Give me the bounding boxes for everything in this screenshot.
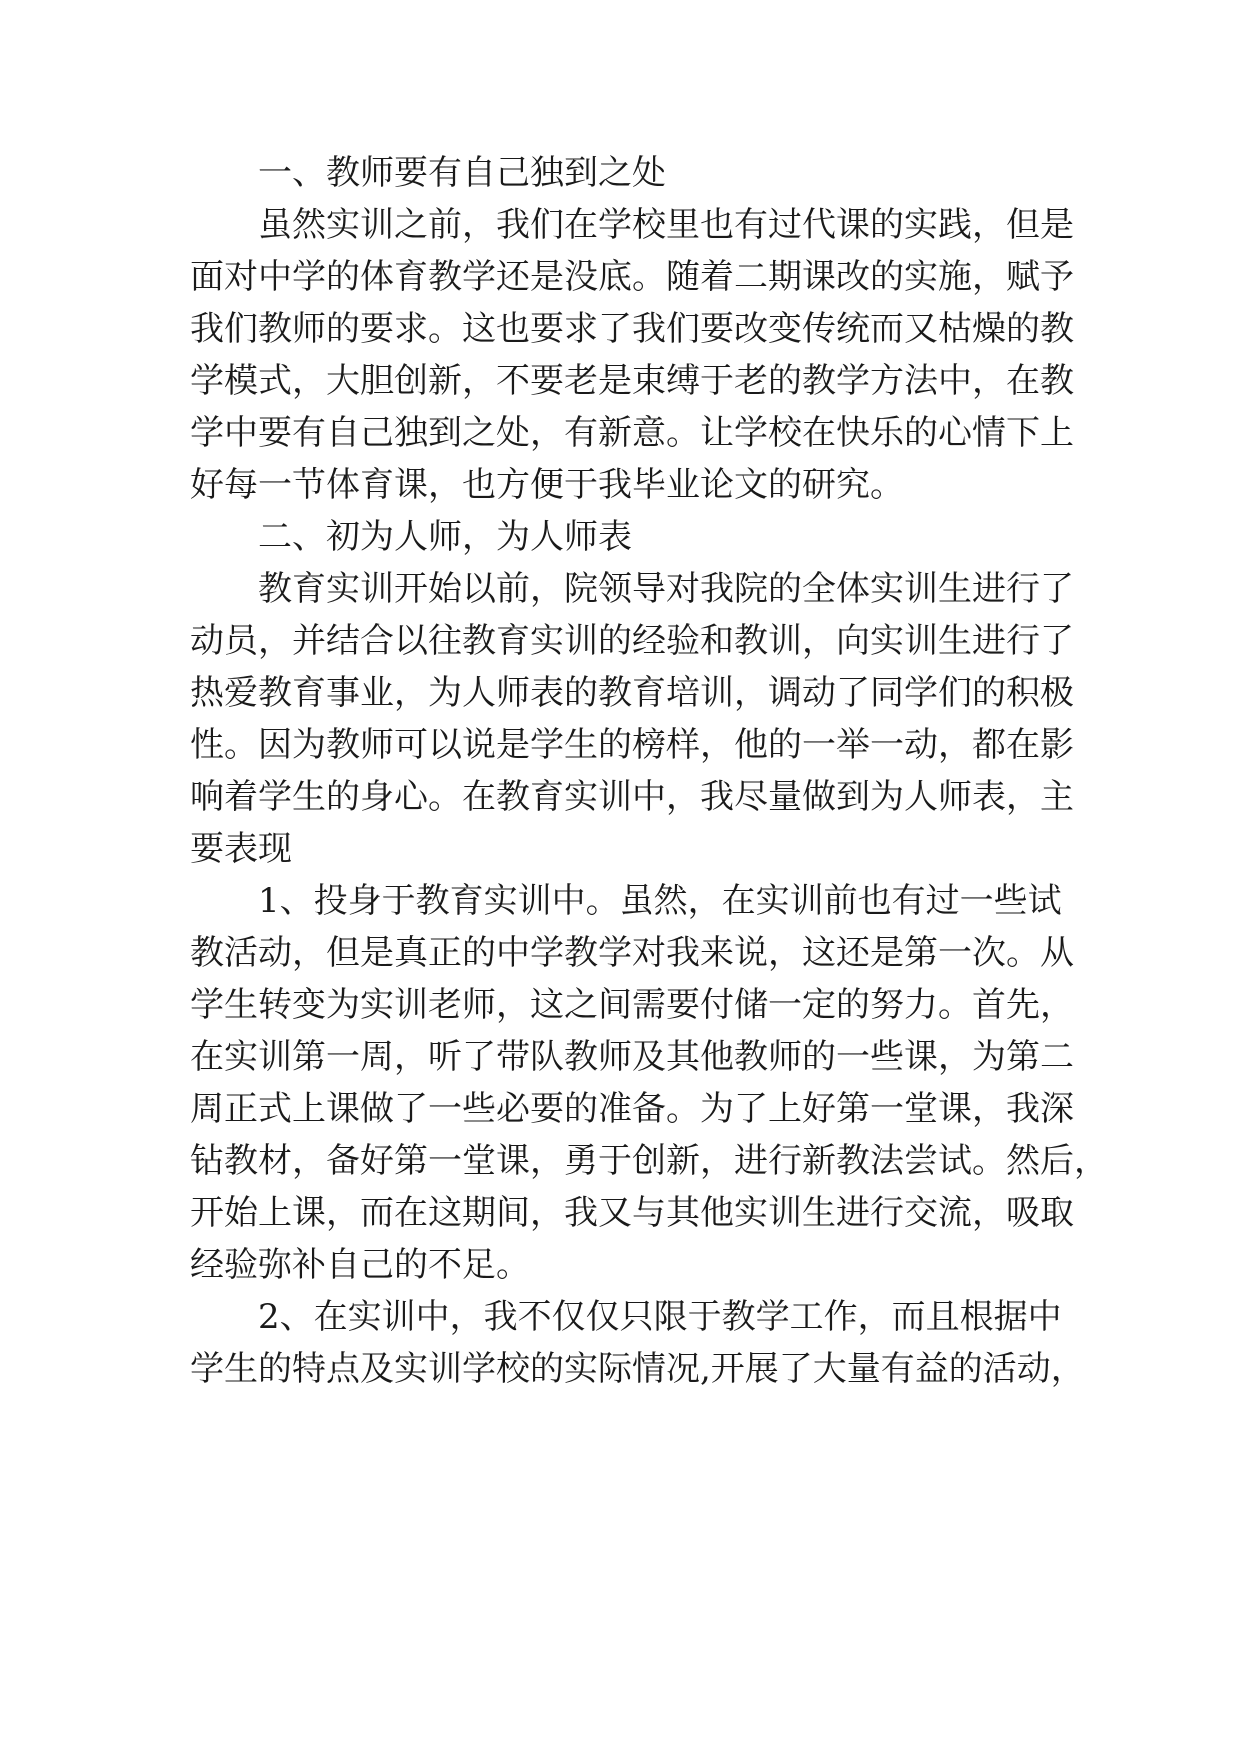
paragraph-line: 面对中学的体育教学还是没底。随着二期课改的实施，赋予 [190, 257, 1074, 297]
paragraph-line: 学中要有自己独到之处，有新意。让学校在快乐的心情下上 [190, 413, 1074, 453]
paragraph-line: 学生转变为实训老师，这之间需要付储一定的努力。首先， [190, 985, 1074, 1025]
paragraph-line: 学生的特点及实训学校的实际情况,开展了大量有益的活动， [190, 1349, 1085, 1389]
paragraph-line: 在实训第一周，听了带队教师及其他教师的一些课，为第二 [190, 1037, 1074, 1077]
paragraph-line: 动员，并结合以往教育实训的经验和教训，向实训生进行了 [190, 621, 1074, 661]
paragraph-line: 开始上课，而在这期间，我又与其他实训生进行交流，吸取 [190, 1193, 1074, 1233]
paragraph-line: 虽然实训之前，我们在学校里也有过代课的实践，但是 [190, 205, 1074, 245]
paragraph-line: 好每一节体育课，也方便于我毕业论文的研究。 [190, 465, 904, 505]
paragraph-line: 我们教师的要求。这也要求了我们要改变传统而又枯燥的教 [190, 309, 1074, 349]
paragraph-line: 周正式上课做了一些必要的准备。为了上好第一堂课，我深 [190, 1089, 1074, 1129]
paragraph-line: 热爱教育事业，为人师表的教育培训，调动了同学们的积极 [190, 673, 1074, 713]
paragraph-line: 2、在实训中，我不仅仅只限于教学工作，而且根据中 [190, 1297, 1062, 1337]
paragraph-line: 学模式，大胆创新，不要老是束缚于老的教学方法中，在教 [190, 361, 1074, 401]
paragraph-line: 响着学生的身心。在教育实训中，我尽量做到为人师表，主 [190, 777, 1074, 817]
section-heading: 二、初为人师，为人师表 [190, 517, 632, 557]
section-heading: 一、教师要有自己独到之处 [190, 153, 666, 193]
paragraph-line: 1、投身于教育实训中。虽然，在实训前也有过一些试 [190, 881, 1062, 921]
paragraph-line: 性。因为教师可以说是学生的榜样，他的一举一动，都在影 [190, 725, 1074, 765]
paragraph-line: 要表现 [190, 829, 292, 869]
paragraph-line: 教活动，但是真正的中学教学对我来说，这还是第一次。从 [190, 933, 1074, 973]
paragraph-line: 教育实训开始以前，院领导对我院的全体实训生进行了 [190, 569, 1074, 609]
paragraph-line: 经验弥补自己的不足。 [190, 1245, 530, 1285]
paragraph-line: 钻教材，备好第一堂课，勇于创新，进行新教法尝试。然后， [190, 1141, 1108, 1181]
